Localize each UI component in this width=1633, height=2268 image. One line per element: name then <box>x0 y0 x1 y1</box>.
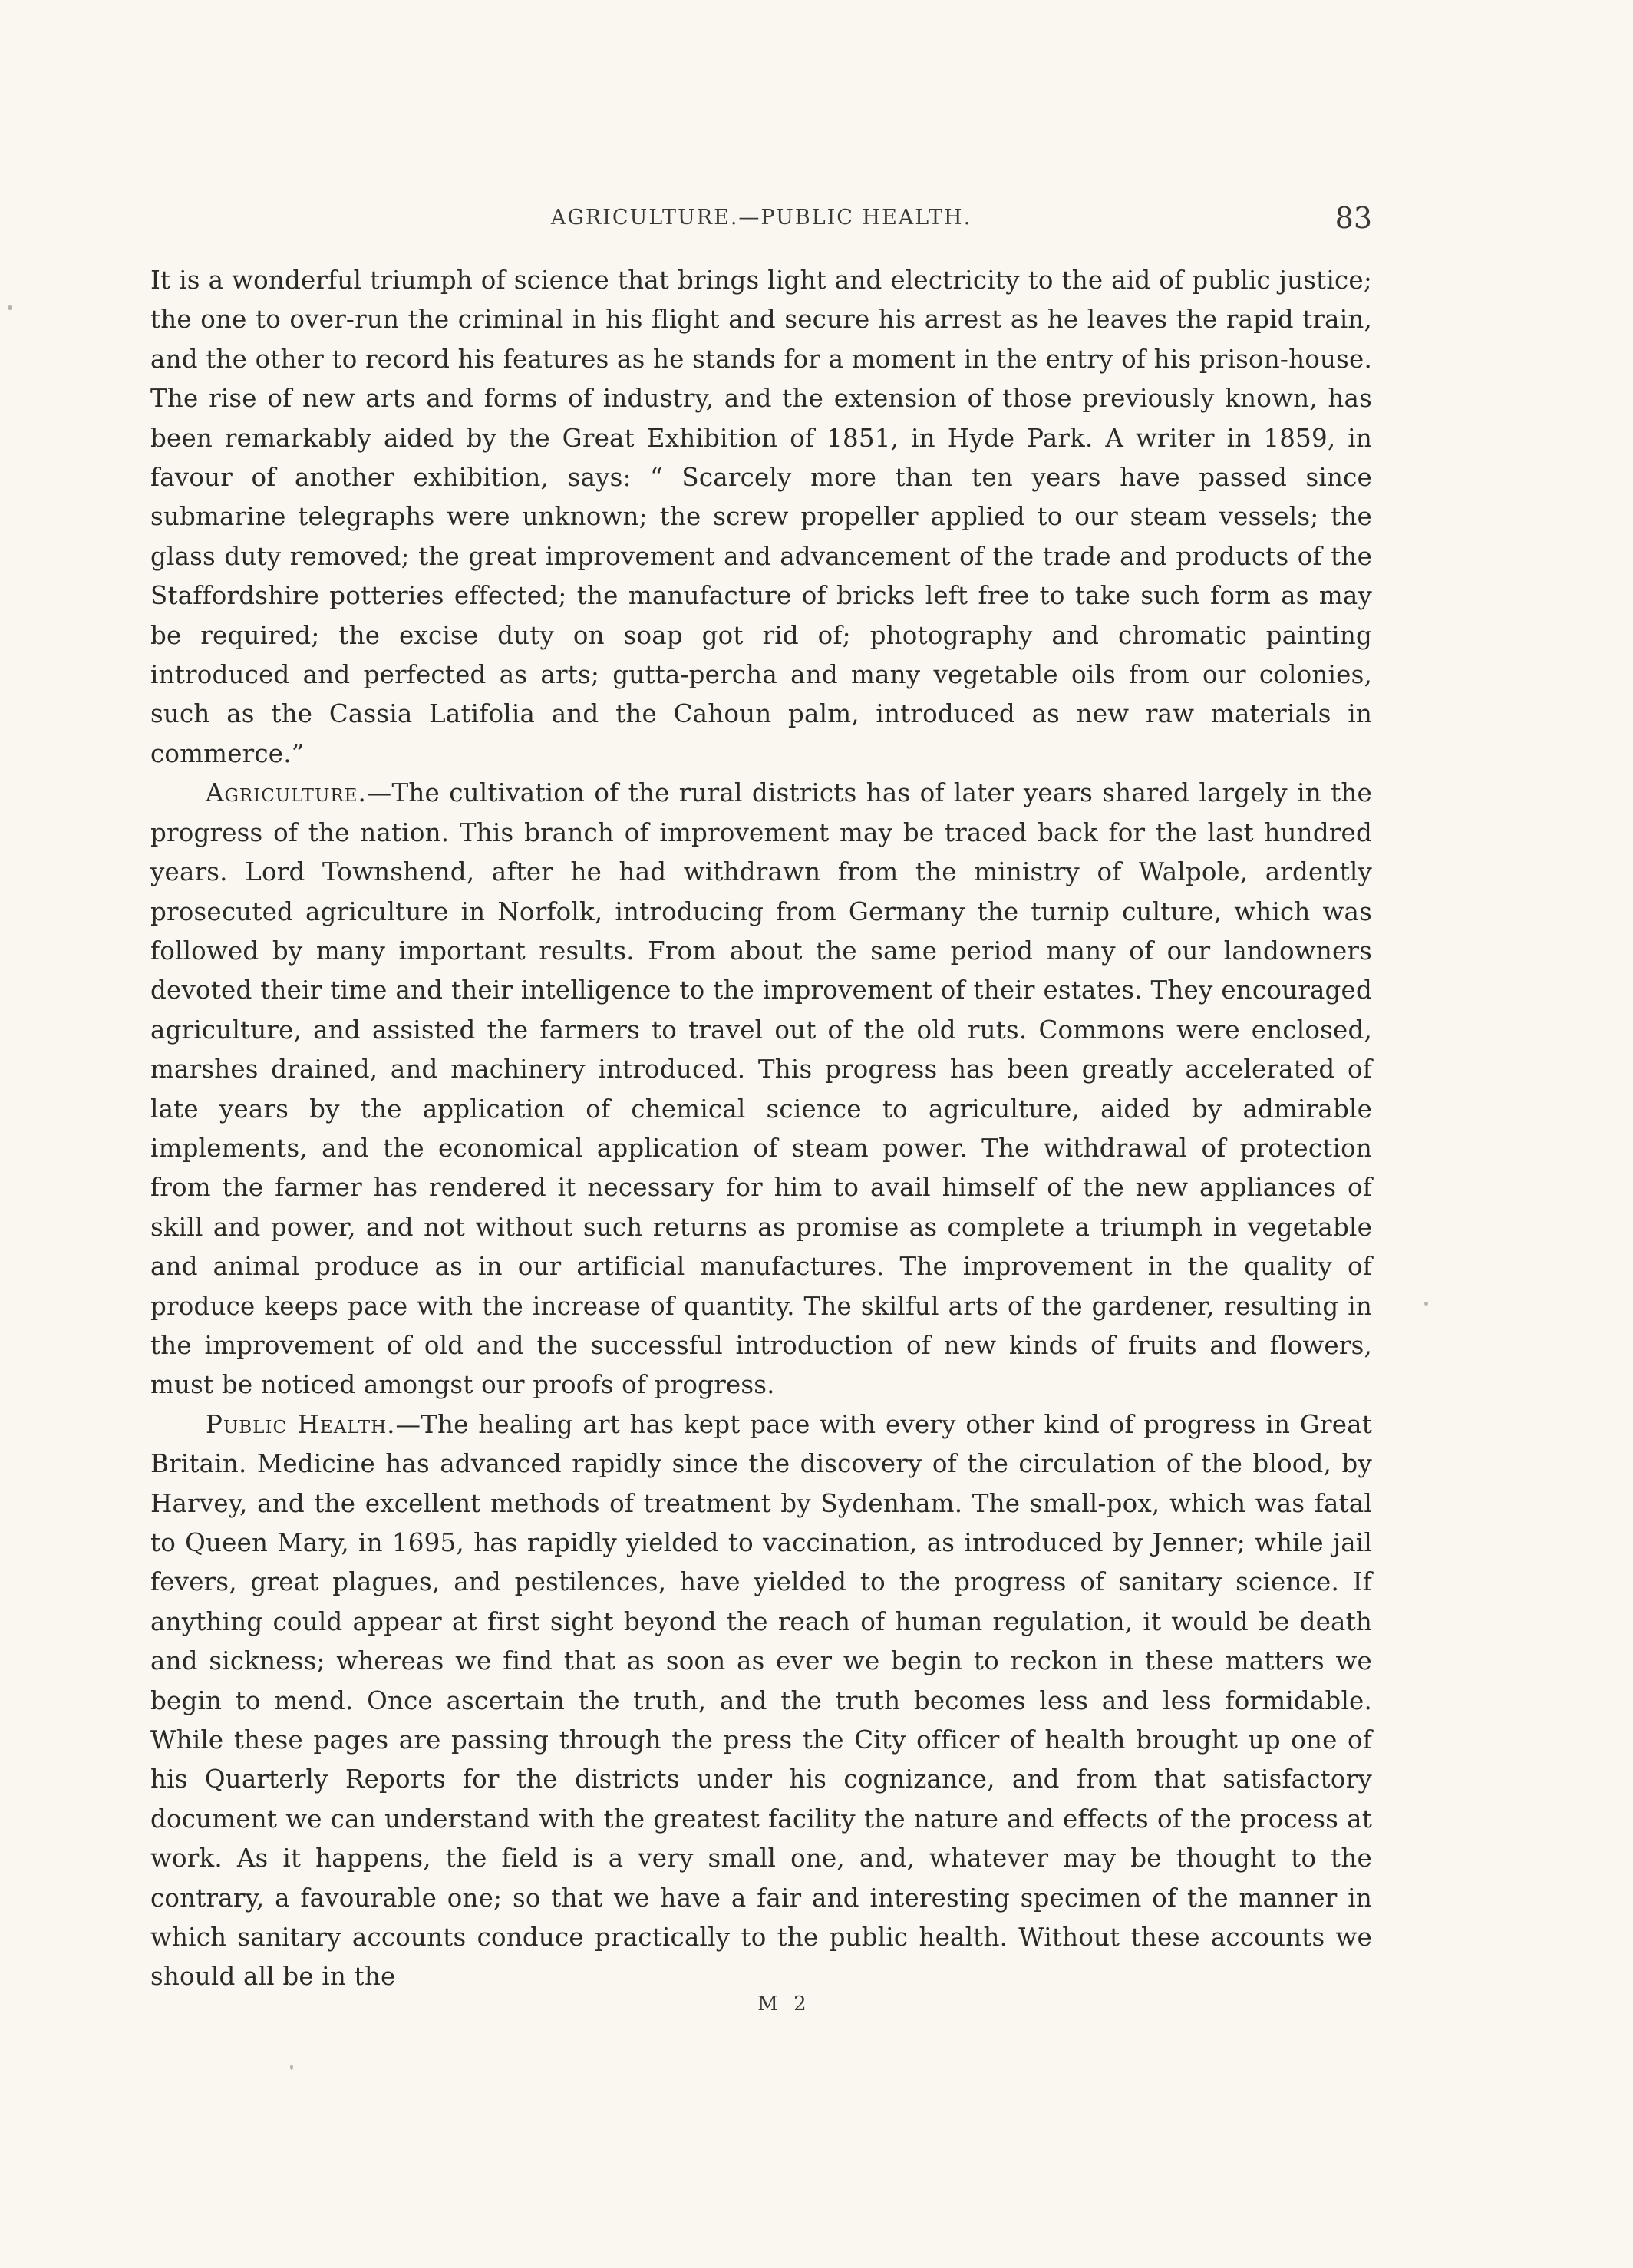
signature-mark: M 2 <box>757 1992 811 2015</box>
paragraph-electricity-exhibition <box>150 261 1372 774</box>
paper-speck <box>1424 1302 1428 1306</box>
running-title: AGRICULTURE.—PUBLIC HEALTH. <box>550 206 972 229</box>
paper-speck <box>8 305 12 310</box>
paragraph-text: It is a wonderful triumph of science that brings light and electricity to the aid of public justice; the one to over-run the criminal in his flight and secure his arrest as he leaves the rapid train, and the other to record his features as he stands for a moment in the entry of his prison-house. The rise of new arts and forms of industry, and the extension of those previously known, has been remarkably aided by the Great Exhibition of 1851, in Hyde Park. A writer in 1859, in favour of another exhibition, says: “ Scarcely more than ten years have passed since submarine telegraphs were unknown; the screw propeller applied to our steam vessels; the glass duty removed; the great improvement and advancement of the trade and products of the Staffordshire potteries effected; the manufacture of bricks left free to take such form as may be required; the excise duty on soap got rid of; photography and chromatic painting introduced and perfected as arts; gutta-percha and many vegetable oils from our colonies, such as the Cassia Latifolia and the Cahoun palm, introduced as new raw materials in commerce.” <box>150 266 1372 768</box>
paragraph-public-health <box>150 1405 1372 1997</box>
paragraph-text: —The cultivation of the rural districts has of later years shared largely in the progress of the nation. This branch of improvement may be traced back for the last hundred years. Lord Townshend, after he had withdrawn from the ministry of Walpole, ardently prosecuted agriculture in Norfolk, introducing from Germany the turnip culture, which was followed by many important results. From about the same period many of our landowners devoted their time and their intelligence to the improvement of their estates. They encouraged agriculture, and assisted the farmers to travel out of the old ruts. Commons were enclosed, marshes drained, and machinery introduced. This progress has been greatly accelerated of late years by the application of chemical science to agriculture, aided by admirable implements, and the economical application of steam power. The withdrawal of protection from the farmer has rendered it necessary for him to avail himself of the new appliances of skill and power, and not without such returns as promise as complete a triumph in vegetable and animal produce as in our artificial manufactures. The improvement in the quality of produce keeps pace with the increase of quantity. The skilful arts of the gardener, resulting in the improvement of old and the successful introduction of new kinds of fruits and flowers, must be noticed amongst our proofs of progress. <box>150 778 1372 1400</box>
section-heading-public-health: Public Health. <box>206 1409 396 1439</box>
paragraph-text: —The healing art has kept pace with every other kind of progress in Great Britain. Medicine has advanced rapidly since the discovery of the circulation of the blood, by Harvey, and the excellent methods of treatment by Sydenham. The small-pox, which was fatal to Queen Mary, in 1695, has rapidly yielded to vaccination, as introduced by Jenner; while jail fevers, great plagues, and pestilences, have yielded to the progress of sanitary science. If anything could appear at first sight beyond the reach of human regulation, it would be death and sickness; whereas we find that as soon as ever we begin to reckon in these matters we begin to mend. Once ascertain the truth, and the truth becomes less and less formidable. While these pages are passing through the press the City officer of health brought up one of his Quarterly Reports for the districts under his cognizance, and from that satisfactory document we can understand with the greatest facility the nature and effects of the process at work. As it happens, the field is a very small one, and, whatever may be thought to the contrary, a favourable one; so that we have a fair and interesting specimen of the manner in which sanitary accounts conduce practically to the public health. Without these accounts we should all be in the <box>150 1409 1372 1992</box>
running-head <box>150 201 1372 247</box>
body-text <box>150 261 1372 1997</box>
page-number: 83 <box>1334 201 1372 235</box>
paragraph-agriculture <box>150 774 1372 1405</box>
paper-speck <box>290 2065 293 2070</box>
section-heading-agriculture: Agriculture. <box>206 778 367 808</box>
book-page <box>150 201 1372 2015</box>
